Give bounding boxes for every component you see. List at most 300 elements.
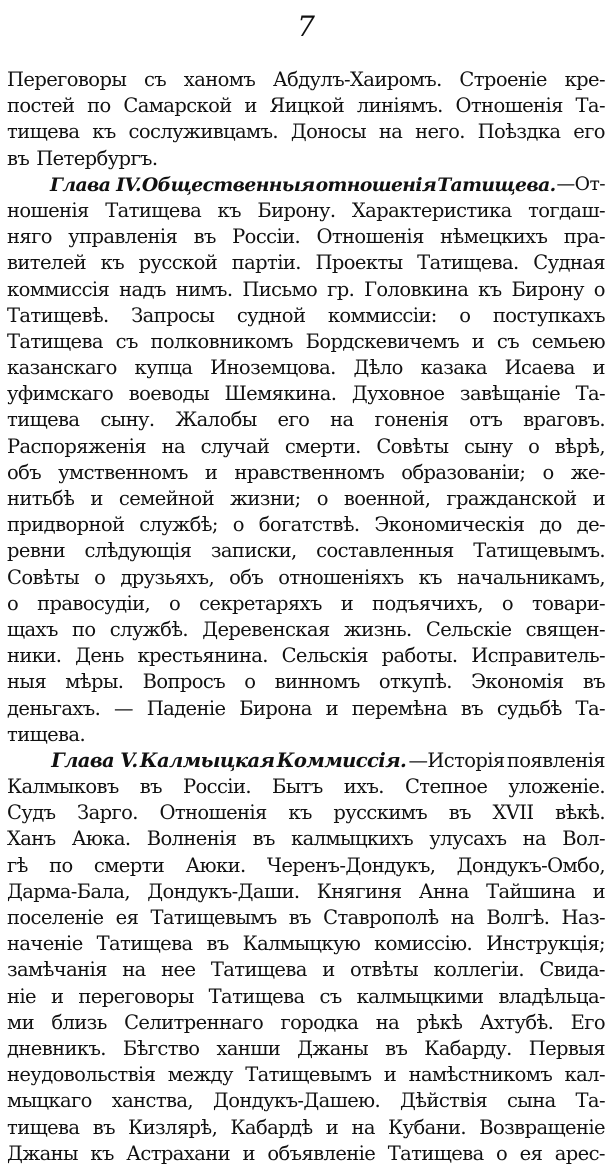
word: Ханъ — [7, 827, 56, 851]
word: уложеніе. — [508, 775, 605, 799]
word: Татищева — [210, 958, 307, 982]
word: о — [7, 591, 19, 615]
word: Дондукъ-Омбо, — [456, 853, 605, 877]
word: къ — [217, 198, 241, 222]
word: русской — [138, 251, 218, 275]
word: Совѣты — [7, 565, 80, 589]
word: русскимъ — [333, 801, 428, 825]
word: отношеніяхъ — [278, 565, 404, 589]
text-line — [7, 826, 605, 852]
word: нее — [161, 958, 196, 982]
word: Бытъ — [271, 775, 323, 799]
word: Та- — [575, 94, 605, 118]
text-line — [7, 172, 605, 198]
word: Переговоры — [7, 68, 127, 91]
paragraph-indent — [7, 172, 49, 198]
word: сослуживцамъ. — [128, 120, 279, 144]
word: до — [539, 513, 562, 537]
word: Ставрополѣ — [323, 906, 439, 929]
word: Кабардѣ — [230, 1115, 313, 1139]
word: правосудіи, — [37, 591, 151, 615]
word: Наз- — [561, 906, 605, 929]
word: Вол- — [562, 827, 605, 851]
word: къ — [92, 120, 116, 144]
text-line — [7, 1088, 605, 1114]
text-line — [7, 957, 605, 983]
word: Совѣты — [376, 434, 449, 458]
word: къ — [418, 565, 442, 589]
text-line — [7, 984, 605, 1010]
word: Дарма-Бала, — [7, 879, 130, 903]
word: уфимскаго — [7, 382, 114, 406]
word: откупѣ. — [378, 670, 452, 694]
word: священ- — [525, 617, 605, 641]
word: на — [375, 1010, 400, 1034]
word: къ — [288, 801, 312, 825]
text-line — [7, 905, 605, 931]
text-line — [7, 434, 605, 460]
word: Россіи. — [232, 225, 301, 249]
word: Головкина — [364, 277, 469, 301]
word: съ — [115, 329, 138, 353]
text-line — [7, 853, 605, 879]
word: объ — [229, 565, 264, 589]
word: Исаева — [504, 356, 575, 380]
word: и — [325, 696, 338, 720]
word: вителей — [7, 251, 87, 275]
word: Жалобы — [175, 408, 257, 432]
word: Анна — [418, 879, 469, 903]
word: и — [592, 487, 605, 510]
word: и — [471, 329, 485, 353]
word: намѣстникомъ — [408, 1063, 553, 1087]
word: о — [542, 460, 554, 484]
word: съ — [143, 68, 167, 91]
word: нимъ. — [175, 277, 233, 301]
word: судьбѣ — [496, 696, 562, 720]
text-line — [7, 591, 605, 617]
word: Сельскіе — [425, 617, 512, 641]
word: ревни — [7, 539, 65, 563]
word: ея — [115, 906, 139, 929]
word: на — [378, 120, 403, 144]
word: объ — [7, 460, 42, 484]
word: Татищева — [208, 984, 305, 1008]
word: о — [232, 513, 244, 537]
word: коллегіи. — [433, 958, 524, 982]
word: Татищева. — [417, 251, 519, 275]
word: крестьянина. — [137, 644, 268, 668]
word: на — [450, 906, 475, 929]
word: калмыцкихъ — [291, 827, 414, 851]
word: Строеніе — [459, 68, 547, 91]
word: о — [459, 303, 471, 327]
word: калмыцкими — [356, 984, 484, 1008]
word: военной, — [343, 487, 431, 510]
word: Зарго. — [77, 801, 138, 825]
text-line — [7, 93, 605, 119]
word: сыну. — [100, 408, 155, 432]
word: гр. — [327, 277, 355, 301]
word: въ — [139, 775, 162, 799]
word: отъ — [469, 408, 503, 432]
word: друзьяхъ, — [120, 565, 215, 589]
word: рѣкѣ — [416, 1010, 463, 1034]
word: ніе — [7, 984, 36, 1008]
word: по — [72, 617, 96, 641]
word: наченіе — [7, 932, 83, 956]
word: ники. — [7, 644, 62, 668]
word: арес- — [554, 1141, 605, 1165]
chapter-heading-word: Калмыцкая — [139, 748, 275, 772]
word: Та- — [575, 382, 605, 406]
word: въ — [288, 906, 311, 929]
word: ныя — [7, 670, 47, 694]
word: судной — [236, 303, 306, 327]
word: записки, — [210, 539, 297, 563]
text-line — [7, 565, 605, 591]
word: Астрахани — [126, 1141, 231, 1165]
word: на — [122, 958, 146, 982]
text-line — [7, 460, 605, 486]
word: ханомъ — [183, 68, 256, 91]
word: переговоры — [78, 984, 194, 1008]
word: семьею — [531, 329, 605, 353]
word: купца — [134, 356, 193, 380]
word: гѣ — [7, 853, 28, 877]
word: Джаны — [297, 1036, 369, 1060]
word: о — [501, 591, 514, 615]
chapter-heading-word: Общественныя — [141, 173, 315, 196]
word: Бордскевичемъ — [305, 329, 459, 353]
word: Княгиня — [316, 879, 402, 903]
word: Его — [570, 1010, 605, 1034]
word: смерти. — [284, 434, 361, 458]
word: о — [169, 591, 181, 615]
text-line — [7, 748, 605, 774]
word: улусахъ — [429, 827, 507, 851]
word: Паденіе — [146, 696, 226, 720]
word: Отношенія — [159, 801, 267, 825]
word: въ — [385, 1036, 408, 1060]
word: гражданской — [446, 487, 577, 510]
word: Дондукъ-Дашею. — [212, 1089, 381, 1113]
text-line — [7, 407, 605, 433]
text-line — [7, 303, 605, 329]
word: пра- — [563, 225, 605, 249]
word: Свида- — [539, 958, 605, 982]
word: кал- — [564, 1063, 605, 1087]
word: ношенія — [7, 198, 89, 222]
word: Экономія — [471, 670, 564, 694]
word: ханства, — [111, 1089, 194, 1113]
word: его — [277, 408, 310, 432]
word: Исправитель- — [471, 644, 605, 668]
word: и — [204, 460, 218, 484]
word: и — [244, 94, 257, 118]
word: тищева — [7, 120, 80, 144]
word: составленныя — [316, 539, 454, 563]
chapter-heading-word: Глава V. — [51, 748, 138, 772]
word: него. — [415, 120, 465, 144]
body-text — [7, 67, 605, 1167]
word: образованіи; — [401, 460, 526, 484]
chapter-heading-word: Татищева. — [437, 173, 556, 196]
word: замѣчанія — [7, 958, 107, 982]
paragraph-indent — [7, 748, 49, 774]
word: ми — [7, 1010, 34, 1034]
text-line — [7, 879, 605, 905]
word: — — [114, 696, 133, 720]
word: Татищевымъ — [150, 906, 277, 929]
word: винномъ — [274, 670, 360, 694]
word: щахъ — [7, 617, 58, 641]
word: поселеніе — [7, 906, 104, 929]
word: ханши — [216, 1036, 281, 1060]
word: городка — [280, 1010, 359, 1034]
word: и — [90, 487, 103, 510]
word: же- — [570, 460, 605, 484]
word: появленія — [506, 748, 605, 772]
word: надъ — [119, 277, 166, 301]
word: службѣ. — [109, 617, 188, 641]
word: въ — [460, 696, 484, 720]
word: Татищевѣ. — [7, 303, 109, 327]
word: въ — [448, 801, 471, 825]
word: и — [242, 1141, 255, 1165]
word: Инструкція; — [486, 932, 605, 956]
word: слѣдующія — [84, 539, 192, 563]
text-line — [7, 512, 605, 538]
word: линіямъ. — [356, 94, 443, 118]
text-line — [7, 224, 605, 250]
text-line — [7, 774, 605, 800]
word: съ — [496, 329, 520, 353]
word: Возвращеніе — [479, 1115, 605, 1139]
word: Письмо — [242, 277, 318, 301]
word: Иноземцова. — [210, 356, 336, 380]
word: Духовное — [351, 382, 445, 406]
word: Абдулъ-Хаиромъ. — [272, 68, 442, 91]
word: тогдаш- — [528, 198, 605, 222]
word: и — [50, 984, 64, 1008]
word: работы. — [381, 644, 458, 668]
text-line — [7, 355, 605, 381]
word: подъячихъ, — [372, 591, 483, 615]
word: вѣкѣ. — [555, 801, 605, 825]
word: и — [383, 1063, 397, 1087]
word: деньгахъ. — [7, 696, 101, 720]
word: мыцкаго — [7, 1089, 92, 1113]
word: Калмыцкую — [242, 932, 361, 956]
word: въ — [206, 932, 229, 956]
word: Проекты — [315, 251, 403, 275]
word: секретаряхъ — [199, 591, 322, 615]
word: Черенъ-Дондукъ, — [266, 853, 436, 877]
word: въ — [252, 827, 275, 851]
text-line — [7, 696, 605, 722]
word: и — [322, 958, 335, 982]
word: Россіи. — [183, 775, 251, 799]
word: товари- — [531, 591, 605, 615]
word: постей — [7, 94, 75, 118]
word: на — [351, 1115, 375, 1139]
word: смерти — [93, 853, 165, 877]
word: перемѣна — [351, 696, 448, 720]
word: вѣрѣ, — [554, 434, 605, 458]
word: Та- — [575, 696, 605, 720]
word: Бирона — [239, 696, 312, 720]
text-line — [7, 1115, 605, 1141]
word: близь — [51, 1010, 107, 1034]
word: Дондукъ-Даши. — [147, 879, 300, 903]
word: Татищева — [387, 1141, 484, 1165]
word: и — [592, 356, 605, 380]
text-line — [7, 1010, 605, 1036]
word: отвѣты — [350, 958, 419, 982]
word: жизнь. — [343, 617, 412, 641]
word: о — [496, 1141, 508, 1165]
word: —Исторія — [408, 748, 505, 772]
word: Татищевымъ. — [473, 539, 605, 563]
word: де- — [576, 513, 605, 537]
word: Тайшина — [486, 879, 576, 903]
word: казанскаго — [7, 356, 117, 380]
word: Татищевымъ — [245, 1063, 372, 1087]
word: няго — [7, 225, 52, 249]
word: Калмыковъ — [7, 775, 119, 799]
word: тищева — [7, 1115, 80, 1139]
word: Яицкой — [269, 94, 345, 118]
word: Петербургъ. — [36, 146, 158, 170]
word: умственномъ — [58, 460, 188, 484]
word: Татищева — [7, 329, 103, 353]
word: ихъ. — [343, 775, 384, 799]
word: Первыя — [528, 1036, 605, 1060]
word: мѣры. — [65, 670, 124, 694]
word: и — [592, 879, 605, 903]
word: о — [528, 434, 540, 458]
word: въ — [92, 1115, 115, 1139]
word: Судъ — [7, 801, 56, 825]
word: службѣ; — [139, 513, 218, 537]
word: полковникомъ — [150, 329, 293, 353]
word: завѣщаніе — [459, 382, 561, 406]
word: Кизлярѣ, — [128, 1115, 218, 1139]
text-line — [7, 119, 605, 145]
word: на — [330, 408, 354, 432]
word: коммиссія — [7, 277, 110, 301]
word: Доносы — [290, 120, 367, 144]
word: Кабарду. — [424, 1036, 512, 1060]
text-line — [7, 617, 605, 643]
text-line — [7, 643, 605, 669]
word: къ — [90, 1141, 114, 1165]
word: Аюки. — [185, 853, 246, 877]
word: въ — [7, 146, 30, 170]
text-line — [7, 250, 605, 276]
word: Селитреннаго — [124, 1010, 264, 1034]
word: о — [94, 565, 106, 589]
word: Ахтубѣ. — [479, 1010, 554, 1034]
word: кре- — [564, 68, 605, 91]
word: Дѣло — [353, 356, 403, 380]
page-number: 7 — [297, 10, 315, 43]
text-line — [7, 486, 605, 512]
word: поступкахъ — [492, 303, 605, 327]
word: и — [340, 591, 354, 615]
word: казака — [420, 356, 487, 380]
word: на — [522, 827, 547, 851]
word: о — [244, 670, 256, 694]
text-line — [7, 198, 605, 224]
word: его — [573, 120, 605, 144]
word: Отношенія — [316, 225, 424, 249]
word: XVII — [492, 801, 534, 825]
text-line — [7, 800, 605, 826]
word: коммиссіи: — [327, 303, 437, 327]
word: начальникамъ, — [457, 565, 605, 589]
word: Экономическія — [374, 513, 525, 537]
word: нравственномъ — [234, 460, 385, 484]
word: къ — [478, 277, 502, 301]
word: по — [49, 853, 73, 877]
word: Татищева — [96, 932, 193, 956]
word: тищева — [7, 408, 80, 432]
text-line — [7, 1062, 605, 1088]
word: богатствѣ. — [258, 513, 360, 537]
word: о — [593, 277, 605, 301]
text-line — [7, 931, 605, 957]
text-line — [7, 1141, 605, 1167]
word: Характеристика — [351, 198, 512, 222]
word: Распоряженія — [7, 434, 147, 458]
word: Деревенская — [202, 617, 330, 641]
word: владѣльца- — [498, 984, 605, 1008]
word: дневникъ. — [7, 1036, 106, 1060]
word: нитьбѣ — [7, 487, 75, 510]
word: придворной — [7, 513, 125, 537]
word: Волгѣ. — [486, 906, 550, 929]
text-line — [7, 329, 605, 355]
word: по — [87, 94, 111, 118]
word: Запросы — [131, 303, 215, 327]
text-line — [7, 381, 605, 407]
word: Аюка. — [71, 827, 131, 851]
text-line — [7, 67, 605, 93]
text-line — [7, 669, 605, 695]
word: Волненія — [146, 827, 237, 851]
word: съ — [319, 984, 342, 1008]
word: Самарской — [123, 94, 232, 118]
chapter-heading-word: Глава IV. — [49, 173, 141, 196]
word: Шемякина. — [224, 382, 337, 406]
word: сына — [506, 1089, 556, 1113]
word: въ — [193, 225, 216, 249]
text-line — [7, 146, 605, 172]
word: Та- — [575, 1089, 605, 1113]
word: Судная — [533, 251, 605, 275]
word: объявленіе — [267, 1141, 376, 1165]
word: Кубани. — [388, 1115, 467, 1139]
word: жизни; — [230, 487, 301, 510]
word: управленія — [68, 225, 178, 249]
word: враговъ. — [523, 408, 605, 432]
word: Бирону. — [257, 198, 336, 222]
text-line — [7, 722, 605, 748]
word: Вопросъ — [142, 670, 226, 694]
chapter-heading-word: Коммиссія. — [276, 748, 407, 772]
